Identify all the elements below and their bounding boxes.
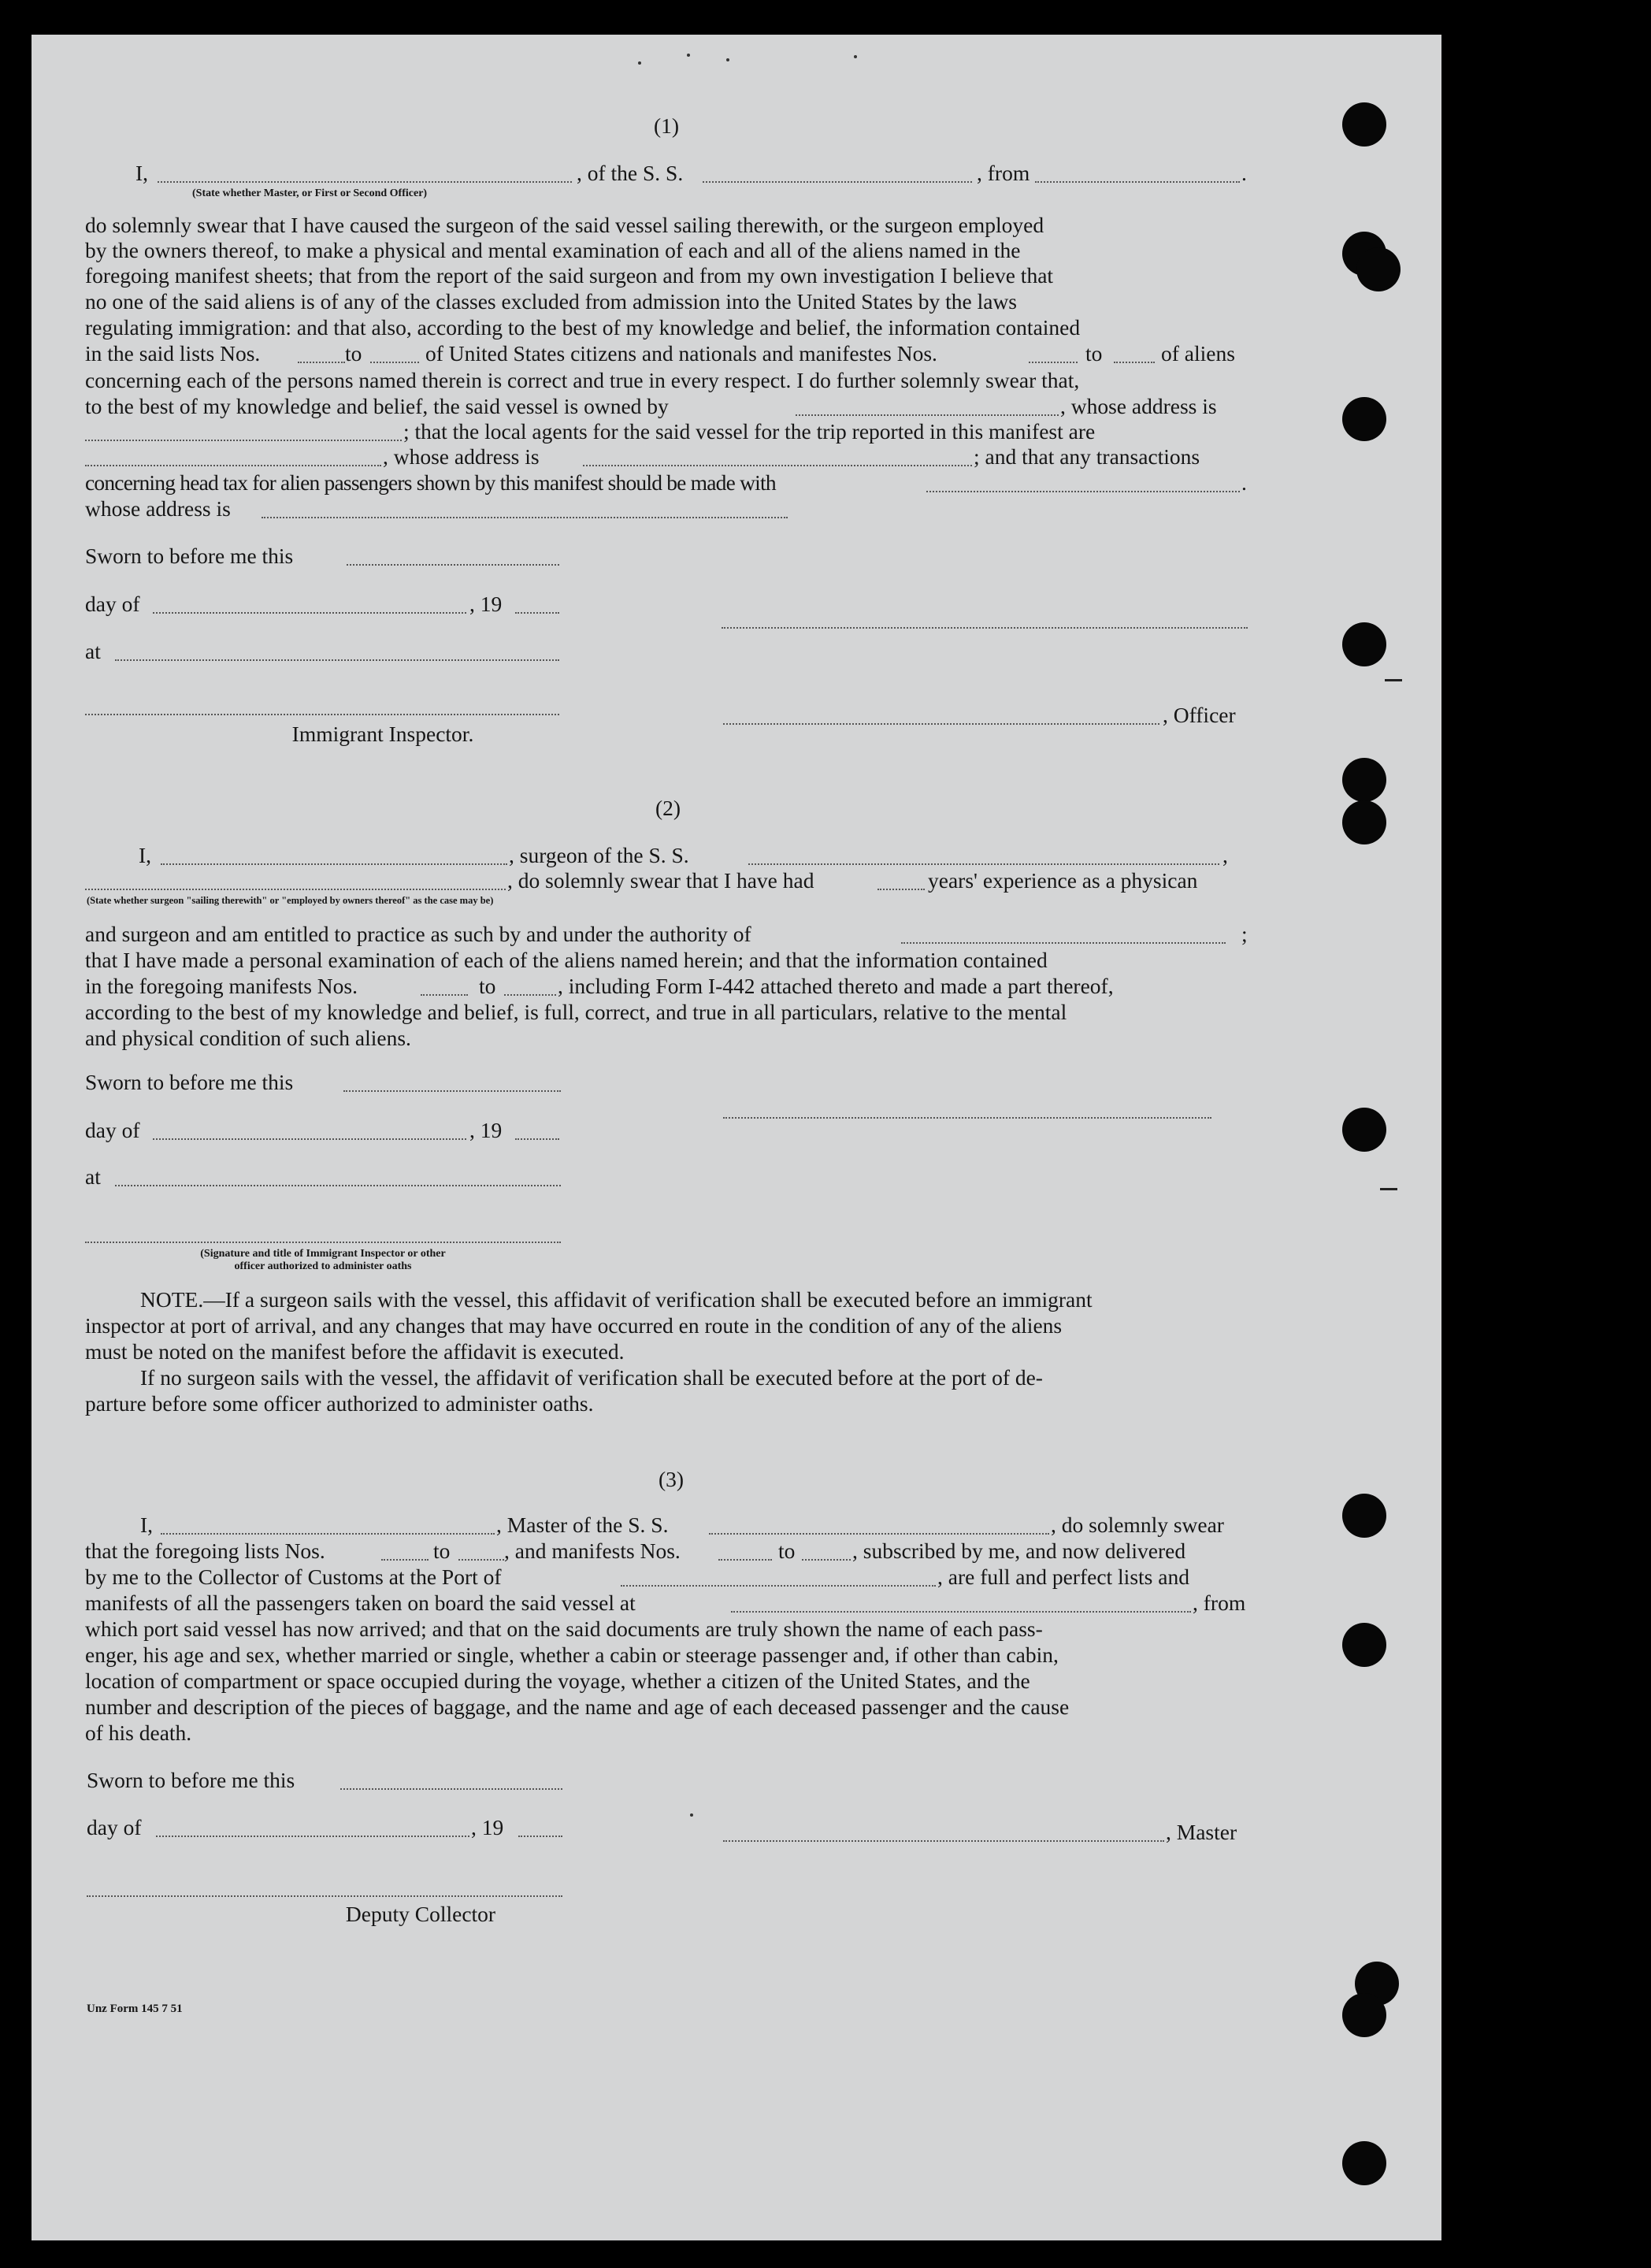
- text: Sworn to before me this: [87, 1768, 295, 1792]
- embark-port-field[interactable]: [731, 1611, 1191, 1613]
- sworn-day-field[interactable]: [340, 1788, 562, 1790]
- list-to-field[interactable]: [458, 1559, 504, 1561]
- paragraph-line: do solemnly swear that I have caused the surgeon of the said vessel sailing therewith, or the surgeon employed: [85, 213, 1044, 237]
- text: at: [85, 1164, 101, 1189]
- binder-hole: [1342, 622, 1386, 666]
- manifest-from-field[interactable]: [1029, 362, 1078, 363]
- signature-caption: Immigrant Inspector.: [291, 722, 474, 746]
- year-field[interactable]: [515, 612, 559, 614]
- text: of United States citizens and nationals and manifestes Nos.: [425, 341, 937, 366]
- manifest-to-field[interactable]: [802, 1559, 851, 1561]
- text: , are full and perfect lists and: [937, 1565, 1189, 1589]
- vessel-name-field[interactable]: [709, 1533, 1049, 1535]
- text: , whose address is: [383, 444, 540, 469]
- officer-rank-field[interactable]: [158, 181, 572, 183]
- form-number: Unz Form 145 7 51: [87, 2003, 183, 2015]
- note-line: must be noted on the manifest before the affidavit is executed.: [85, 1339, 625, 1364]
- section-number: (2): [655, 796, 681, 820]
- paragraph-line: according to the best of my knowledge and belief, is full, correct, and true in all particulars, relative to the mental: [85, 1000, 1067, 1024]
- text: to: [479, 974, 496, 998]
- master-signature-field[interactable]: [723, 1840, 1164, 1842]
- signature-field[interactable]: [722, 627, 1248, 629]
- speck: [638, 61, 641, 65]
- note-line: If no surgeon sails with the vessel, the affidavit of verification shall be executed before at the port of de-: [140, 1365, 1043, 1390]
- paragraph-line: that I have made a personal examination of each of the aliens named herein; and that the information contained: [85, 948, 1048, 972]
- text: to: [1085, 341, 1103, 366]
- text: to: [778, 1539, 796, 1563]
- officer-signature-field[interactable]: [723, 723, 1159, 725]
- month-field[interactable]: [153, 612, 466, 614]
- text: , whose address is: [1060, 394, 1217, 418]
- list-from-field[interactable]: [381, 1559, 429, 1561]
- text: at: [85, 639, 101, 663]
- text: , subscribed by me, and now delivered: [852, 1539, 1186, 1563]
- binder-hole: [1342, 758, 1386, 802]
- text: , Officer: [1163, 703, 1236, 727]
- years-field[interactable]: [877, 889, 925, 890]
- year-field[interactable]: [515, 1138, 559, 1140]
- owner-address-field[interactable]: [85, 440, 402, 441]
- owner-field[interactable]: [796, 414, 1059, 416]
- binder-hole: [1342, 397, 1386, 441]
- field-caption: (State whether surgeon "sailing therewith" or "employed by owners thereof" as the case may be): [87, 895, 494, 906]
- master-name-field[interactable]: [161, 1533, 495, 1535]
- section-number: (1): [653, 113, 680, 138]
- deputy-signature-field[interactable]: [87, 1895, 562, 1897]
- manifest-to-field[interactable]: [504, 994, 556, 996]
- text: .: [1241, 470, 1247, 495]
- paragraph-line: concerning each of the persons named therein is correct and true in every respect. I do further solemnly swear that,: [85, 368, 1080, 392]
- text: and surgeon and am entitled to practice as such by and under the authority of: [85, 922, 751, 946]
- binder-hole: [1342, 1993, 1386, 2037]
- month-field[interactable]: [156, 1836, 469, 1837]
- binder-hole: [1342, 1623, 1386, 1667]
- text: day of: [85, 1118, 140, 1142]
- text: ; and that any transactions: [974, 444, 1200, 469]
- binder-hole: [1342, 102, 1386, 147]
- text: I,: [139, 843, 152, 867]
- sworn-day-field[interactable]: [343, 1090, 561, 1092]
- speck: [690, 1813, 693, 1817]
- text: , do solemnly swear: [1051, 1513, 1224, 1537]
- text: , from: [1193, 1591, 1246, 1615]
- binder-hole: [1356, 247, 1401, 291]
- vessel-name-field[interactable]: [748, 863, 1219, 865]
- text: I,: [135, 161, 149, 185]
- paragraph-line: foregoing manifest sheets; that from the report of the said surgeon and from my own investigation I believe that: [85, 263, 1054, 288]
- list-to-field[interactable]: [370, 362, 419, 363]
- margin-mark: [1380, 1188, 1397, 1190]
- text: day of: [85, 592, 140, 616]
- text: to: [433, 1539, 451, 1563]
- port-from-field[interactable]: [1035, 181, 1240, 183]
- paragraph-line: of his death.: [85, 1720, 192, 1745]
- text: day of: [87, 1815, 142, 1839]
- text: in the foregoing manifests Nos.: [85, 974, 358, 998]
- surgeon-status-field[interactable]: [85, 889, 506, 890]
- paragraph-line: by the owners thereof, to make a physical and mental examination of each and all of the aliens named in the: [85, 238, 1021, 262]
- text: , 19: [469, 1118, 503, 1142]
- signature-caption: (Signature and title of Immigrant Inspector or other: [200, 1248, 446, 1260]
- binder-hole: [1342, 2141, 1386, 2185]
- manifest-from-field[interactable]: [421, 994, 468, 996]
- binder-hole: [1342, 1494, 1386, 1538]
- authority-field[interactable]: [901, 942, 1226, 944]
- text: , Master: [1166, 1820, 1237, 1844]
- manifest-to-field[interactable]: [1114, 362, 1155, 363]
- text: , 19: [469, 592, 503, 616]
- paragraph-line: regulating immigration: and that also, according to the best of my knowledge and belief, the information contained: [85, 315, 1081, 340]
- vessel-name-field[interactable]: [703, 181, 972, 183]
- agents-address-field[interactable]: [583, 465, 972, 466]
- month-field[interactable]: [153, 1138, 466, 1140]
- signature-caption: officer authorized to administer oaths: [234, 1260, 412, 1272]
- agents-field[interactable]: [85, 465, 381, 466]
- port-field[interactable]: [621, 1585, 936, 1587]
- head-tax-field[interactable]: [926, 491, 1240, 492]
- inspector-signature-field[interactable]: [85, 1242, 561, 1243]
- surgeon-name-field[interactable]: [161, 863, 507, 865]
- text: to: [345, 341, 362, 366]
- year-field[interactable]: [518, 1836, 562, 1837]
- paragraph-line: and physical condition of such aliens.: [85, 1026, 411, 1050]
- text: whose address is: [85, 496, 231, 521]
- speck: [854, 55, 857, 58]
- note-line: NOTE.—If a surgeon sails with the vessel, this affidavit of verification shall be executed before an immigrant: [140, 1287, 1093, 1312]
- note-line: parture before some officer authorized to administer oaths.: [85, 1391, 594, 1416]
- text: ;: [1241, 922, 1248, 946]
- paragraph-line: which port said vessel has now arrived; and that on the said documents are truly shown the name of each pass-: [85, 1617, 1043, 1641]
- text: .: [1241, 161, 1247, 185]
- text: Sworn to before me this: [85, 1070, 294, 1094]
- place-field[interactable]: [115, 1185, 561, 1186]
- text: , do solemnly swear that I have had: [507, 868, 814, 893]
- text: by me to the Collector of Customs at the Port of: [85, 1565, 502, 1589]
- text: ; that the local agents for the said vessel for the trip reported in this manifest are: [403, 419, 1096, 444]
- text: Sworn to before me this: [85, 544, 294, 568]
- text: ,: [1222, 843, 1228, 867]
- text: years' experience as a physican: [928, 868, 1198, 893]
- binder-hole: [1342, 1108, 1386, 1152]
- note-line: inspector at port of arrival, and any changes that may have occurred en route in the condition of any of the aliens: [85, 1313, 1063, 1338]
- field-caption: (State whether Master, or First or Second Officer): [192, 187, 428, 199]
- binder-hole: [1342, 800, 1386, 844]
- margin-mark: [1385, 679, 1402, 681]
- text: in the said lists Nos.: [85, 341, 261, 366]
- text: manifests of all the passengers taken on board the said vessel at: [85, 1591, 636, 1615]
- place-field[interactable]: [115, 659, 559, 661]
- paragraph-line: number and description of the pieces of baggage, and the name and age of each deceased passenger and the cause: [85, 1695, 1070, 1719]
- text: , of the S. S.: [577, 161, 684, 185]
- head-tax-address-field[interactable]: [262, 517, 788, 518]
- text: I,: [140, 1513, 154, 1537]
- sworn-day-field[interactable]: [347, 564, 559, 566]
- text: to the best of my knowledge and belief, the said vessel is owned by: [85, 394, 669, 418]
- text: , 19: [471, 1815, 504, 1839]
- text: that the foregoing lists Nos.: [85, 1539, 325, 1563]
- list-from-field[interactable]: [298, 362, 345, 363]
- manifest-from-field[interactable]: [718, 1559, 772, 1561]
- speck: [726, 58, 729, 61]
- text: , Master of the S. S.: [496, 1513, 669, 1537]
- paragraph-line: enger, his age and sex, whether married or single, whether a cabin or steerage passenger and, if other than cabin,: [85, 1643, 1059, 1667]
- text: concerning head tax for alien passengers shown by this manifest should be made with: [85, 470, 776, 495]
- signature-field[interactable]: [723, 1117, 1211, 1119]
- text: , and manifests Nos.: [504, 1539, 681, 1563]
- text: , from: [977, 161, 1030, 185]
- speck: [687, 54, 690, 57]
- section-number: (3): [658, 1467, 685, 1491]
- signature-caption: Deputy Collector: [345, 1902, 496, 1926]
- text: , surgeon of the S. S.: [509, 843, 689, 867]
- paragraph-line: no one of the said aliens is of any of the classes excluded from admission into the United States by the laws: [85, 289, 1018, 314]
- text: of aliens: [1161, 341, 1235, 366]
- paragraph-line: location of compartment or space occupied during the voyage, whether a citizen of the United States, and the: [85, 1669, 1030, 1693]
- inspector-signature-field[interactable]: [85, 714, 559, 715]
- text: , including Form I-442 attached thereto and made a part thereof,: [558, 974, 1114, 998]
